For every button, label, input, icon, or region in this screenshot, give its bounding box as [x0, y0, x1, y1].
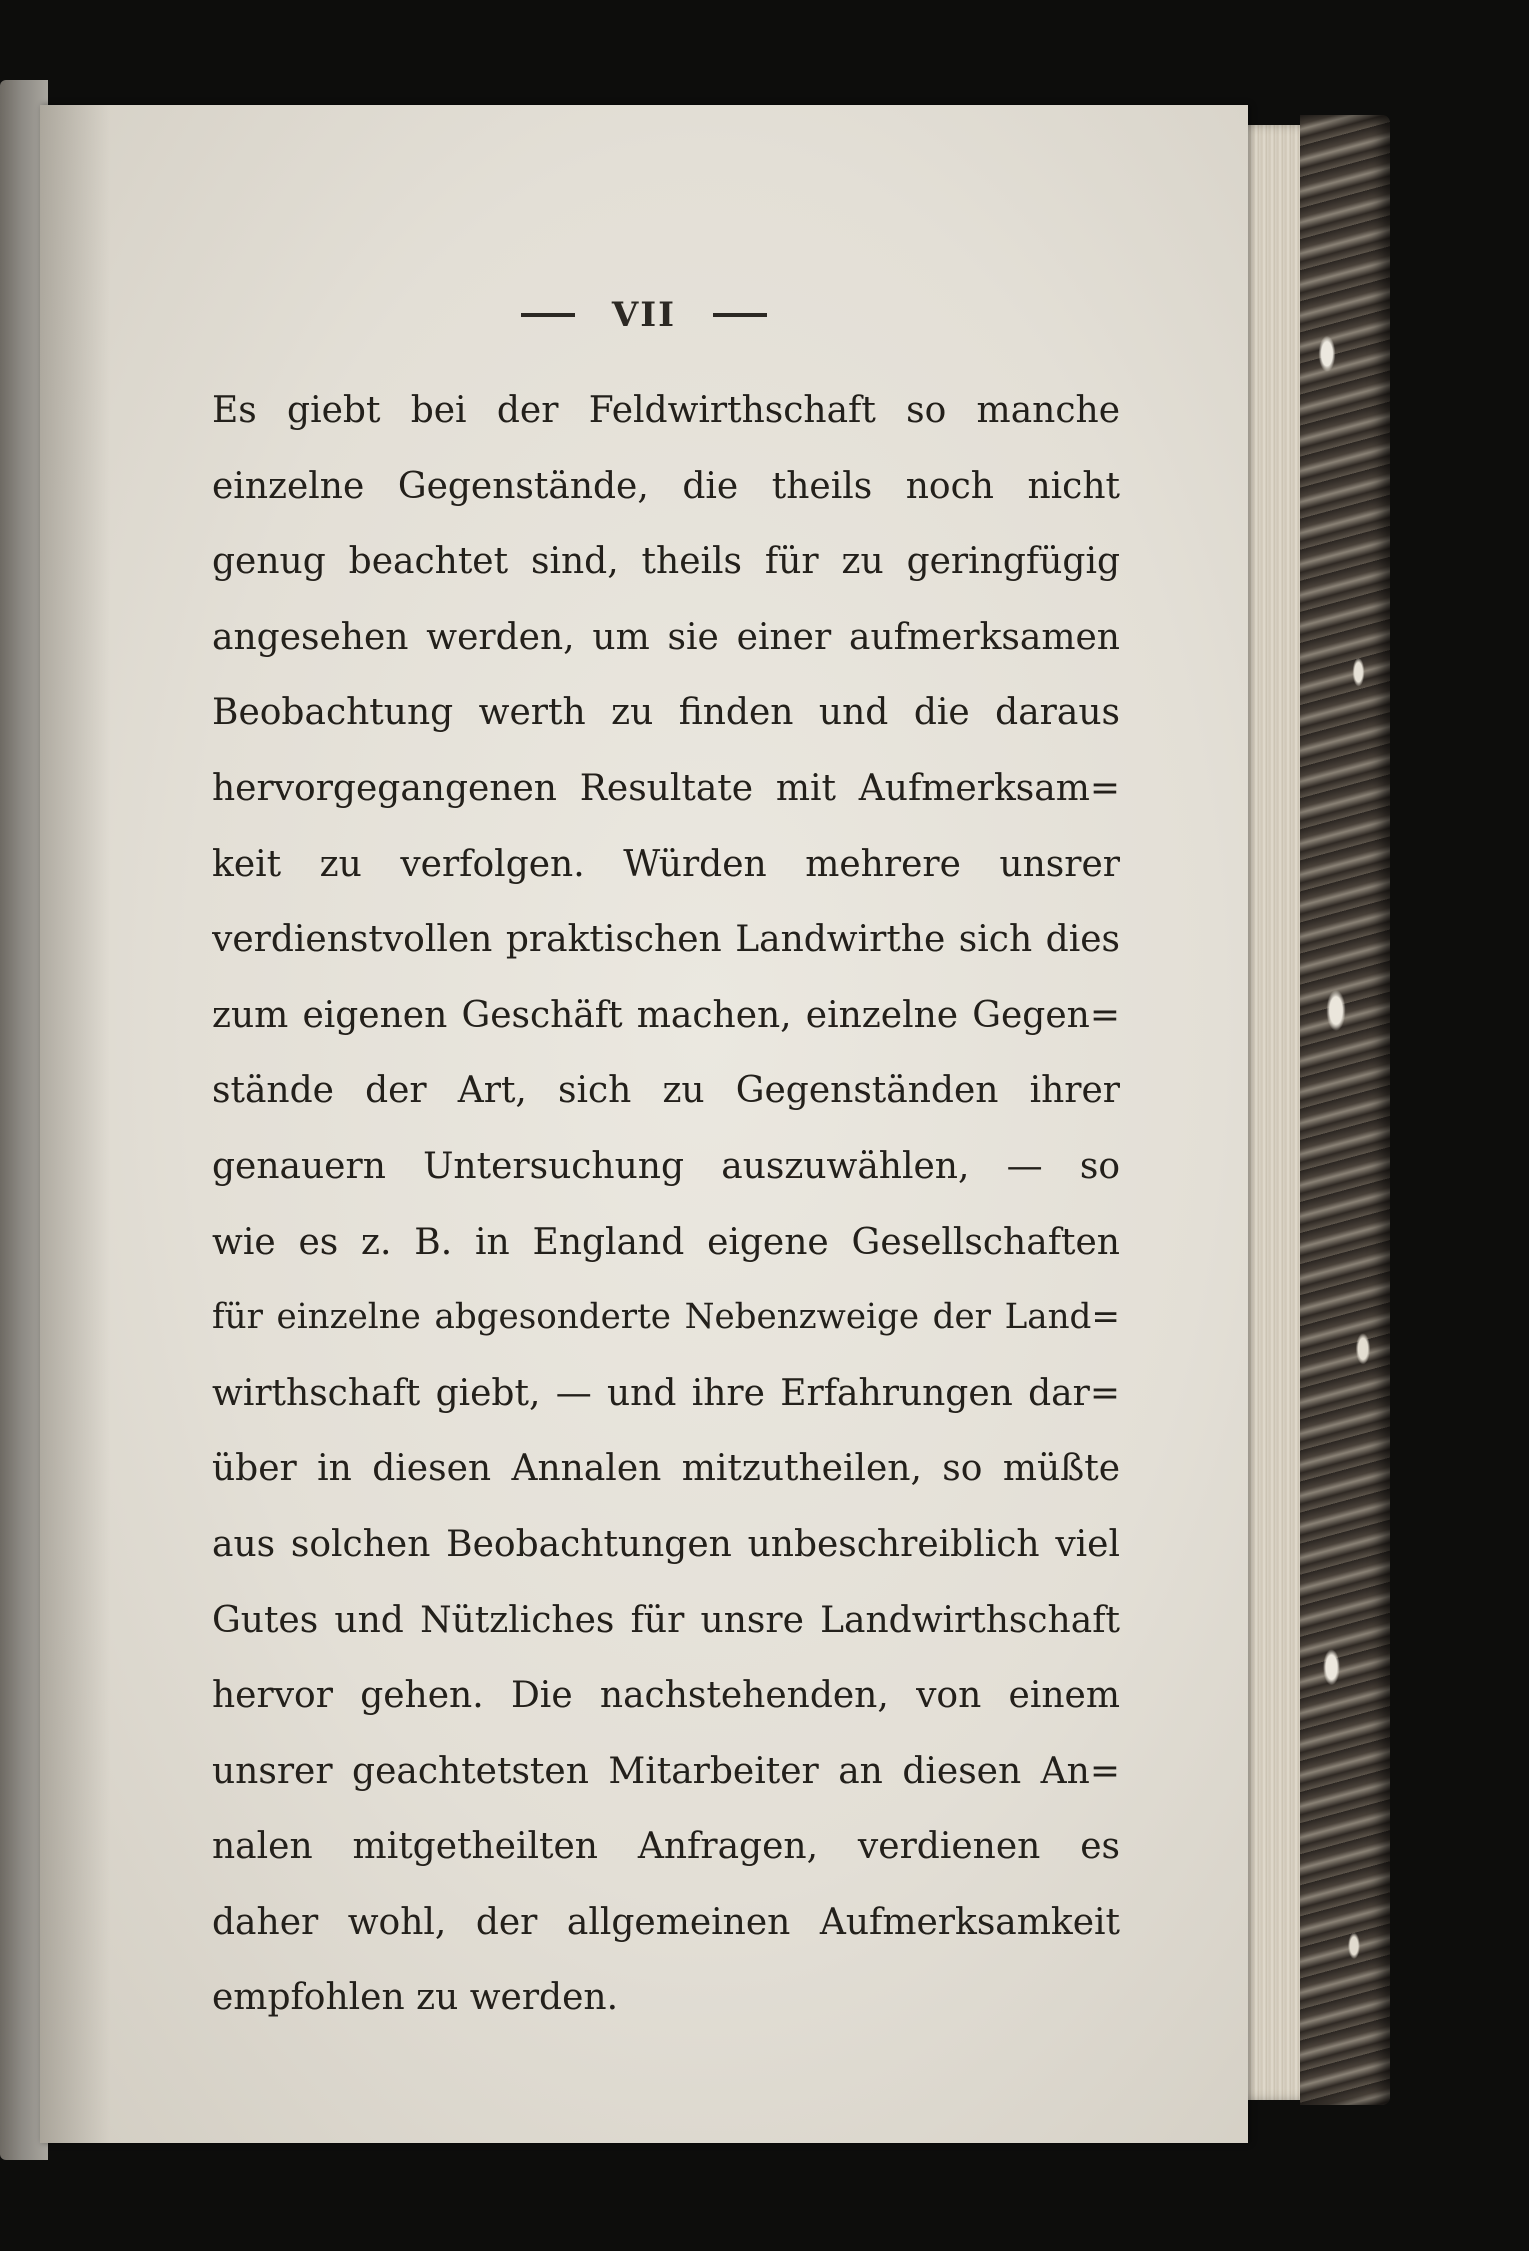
- page-header: [40, 293, 1248, 345]
- header-right-rule: [713, 313, 767, 317]
- text-line: wirthschaft giebt, — und ihre Erfahrungen dar=: [212, 1372, 1120, 1414]
- text-line: angesehen werden, um sie einer aufmerksamen: [212, 616, 1120, 658]
- text-line: nalen mitgetheilten Anfragen, verdienen es: [212, 1826, 1120, 1868]
- page-number: VII: [611, 295, 677, 335]
- text-line: stände der Art, sich zu Gegenständen ihrer: [212, 1070, 1120, 1112]
- marbled-cover-edge: [1300, 115, 1390, 2105]
- text-line: hervorgegangenen Resultate mit Aufmerksam=: [212, 767, 1120, 809]
- text-line: Beobachtung werth zu finden und die daraus: [212, 692, 1120, 734]
- text-line: einzelne Gegenstände, die theils noch nicht: [212, 465, 1120, 507]
- text-line: hervor gehen. Die nachstehenden, von einem: [212, 1675, 1120, 1717]
- text-line: genug beachtet sind, theils für zu geringfügig: [212, 541, 1120, 583]
- book-page: [40, 105, 1248, 2143]
- body-paragraph: [212, 373, 1120, 2036]
- text-line: keit zu verfolgen. Würden mehrere unsrer: [212, 843, 1120, 885]
- text-line: Gutes und Nützliches für unsre Landwirthschaft: [212, 1599, 1120, 1641]
- header-left-rule: [521, 313, 575, 317]
- text-line: zum eigenen Geschäft machen, einzelne Gegen=: [212, 994, 1120, 1036]
- text-line: genauern Untersuchung auszuwählen, — so: [212, 1145, 1120, 1187]
- text-line: über in diesen Annalen mitzutheilen, so müßte: [212, 1448, 1120, 1490]
- text-line: Es giebt bei der Feldwirthschaft so manche: [212, 390, 1120, 431]
- text-line: für einzelne abgesonderte Nebenzweige der Land=: [212, 1297, 1120, 1338]
- text-line: verdienstvollen praktischen Landwirthe sich dies: [212, 919, 1120, 961]
- text-line: daher wohl, der allgemeinen Aufmerksamkeit: [212, 1901, 1120, 1943]
- text-line: wie es z. B. in England eigene Gesellschaften: [212, 1221, 1120, 1263]
- text-line: unsrer geachtetsten Mitarbeiter an diesen An=: [212, 1750, 1120, 1792]
- text-line: aus solchen Beobachtungen unbeschreiblich viel: [212, 1523, 1120, 1565]
- text-line: empfohlen zu werden.: [212, 1977, 619, 2019]
